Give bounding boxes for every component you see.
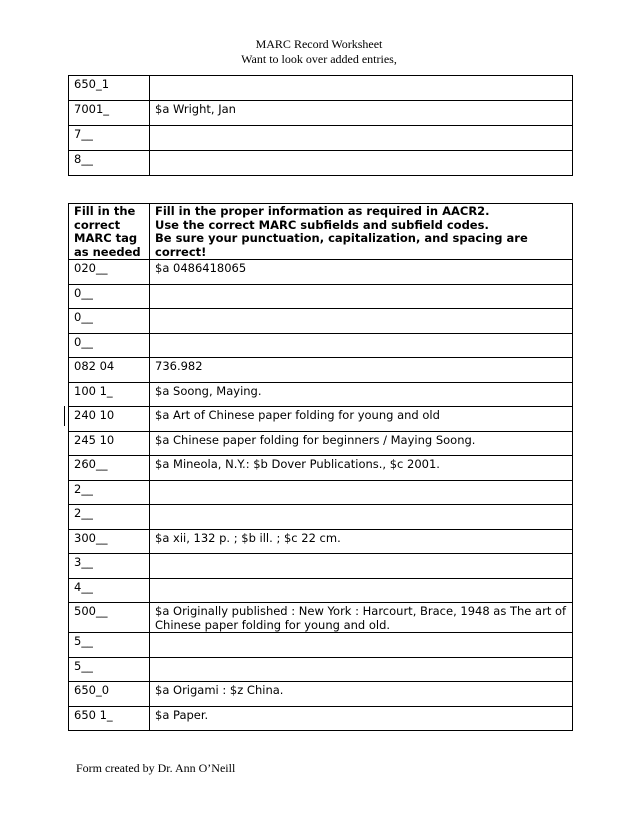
marc-value-cell[interactable] <box>150 657 573 682</box>
marc-tag-cell[interactable]: 650_0 <box>69 682 150 707</box>
table-row <box>69 505 573 530</box>
marc-record-table <box>68 203 573 731</box>
table-row <box>69 603 573 633</box>
marc-value-cell[interactable]: $a Chinese paper folding for beginners / Maying Soong. <box>150 431 573 456</box>
table-row <box>69 260 573 285</box>
marc-value-cell[interactable] <box>150 76 573 101</box>
marc-tag-cell[interactable]: 4__ <box>69 578 150 603</box>
marc-value-cell[interactable]: $a 0486418065 <box>150 260 573 285</box>
marc-value-cell[interactable] <box>150 126 573 151</box>
marc-value-cell[interactable]: $a xii, 132 p. ; $b ill. ; $c 22 cm. <box>150 529 573 554</box>
table-row <box>69 682 573 707</box>
marc-tag-cell[interactable]: 5__ <box>69 633 150 658</box>
marc-value-cell[interactable] <box>150 333 573 358</box>
header-line: Fill in the <box>74 204 136 218</box>
instructions-column-header <box>150 204 573 260</box>
marc-value-cell[interactable] <box>150 284 573 309</box>
header-line: as needed <box>74 244 141 259</box>
marc-tag-cell[interactable]: 7001_ <box>69 101 150 126</box>
marc-tag-cell[interactable]: 020__ <box>69 260 150 285</box>
marc-tag-cell[interactable]: 2__ <box>69 480 150 505</box>
marc-value-cell[interactable] <box>150 578 573 603</box>
marc-value-cell[interactable]: $a Paper. <box>150 706 573 731</box>
table-row <box>69 151 573 176</box>
form-credit: Form created by Dr. Ann O’Neill <box>76 761 236 775</box>
table-row <box>69 578 573 603</box>
marc-value-cell[interactable] <box>150 480 573 505</box>
marc-tag-cell[interactable]: 260__ <box>69 456 150 481</box>
table-row <box>69 358 573 383</box>
header-line: correct <box>74 217 121 232</box>
instruction-line: Be sure your punctuation, capitalization, and spacing are <box>155 231 528 245</box>
table-row <box>69 76 573 101</box>
marc-value-cell[interactable]: $a Art of Chinese paper folding for young and old <box>150 407 573 432</box>
table-row <box>69 333 573 358</box>
table-row <box>69 126 573 151</box>
marc-value-cell[interactable]: $a Soong, Maying. <box>150 382 573 407</box>
table-row <box>69 309 573 334</box>
marc-value-cell[interactable] <box>150 151 573 176</box>
tag-column-header <box>69 204 150 260</box>
table-row <box>69 382 573 407</box>
added-entries-table <box>68 75 573 176</box>
worksheet-header <box>0 37 638 67</box>
marc-tag-cell[interactable]: 082 04 <box>69 358 150 383</box>
marc-tag-cell[interactable]: 240 10 <box>69 407 150 432</box>
marc-value-cell[interactable] <box>150 554 573 579</box>
marc-tag-cell[interactable]: 0__ <box>69 333 150 358</box>
marc-value-cell[interactable]: $a Origami : $z China. <box>150 682 573 707</box>
table-row <box>69 706 573 731</box>
table-row <box>69 101 573 126</box>
marc-tag-cell[interactable]: 100 1_ <box>69 382 150 407</box>
marc-tag-cell[interactable]: 2__ <box>69 505 150 530</box>
marc-tag-cell[interactable]: 7__ <box>69 126 150 151</box>
marc-tag-cell[interactable]: 8__ <box>69 151 150 176</box>
marc-tag-cell[interactable]: 3__ <box>69 554 150 579</box>
instruction-line: correct! <box>155 244 207 259</box>
marc-tag-cell[interactable]: 0__ <box>69 284 150 309</box>
change-bar-mark <box>64 406 65 426</box>
marc-tag-cell[interactable]: 245 10 <box>69 431 150 456</box>
marc-value-cell[interactable]: $a Wright, Jan <box>150 101 573 126</box>
table-row <box>69 456 573 481</box>
table-header-row <box>69 204 573 260</box>
table-row <box>69 431 573 456</box>
marc-value-cell[interactable] <box>150 309 573 334</box>
marc-value-cell[interactable]: 736.982 <box>150 358 573 383</box>
marc-tag-cell[interactable]: 650 1_ <box>69 706 150 731</box>
marc-value-cell[interactable]: $a Mineola, N.Y.: $b Dover Publications., $c 2001. <box>150 456 573 481</box>
header-line: MARC tag <box>74 231 138 245</box>
instruction-line: Fill in the proper information as required in AACR2. <box>155 204 490 218</box>
table-row <box>69 480 573 505</box>
table-row <box>69 284 573 309</box>
marc-tag-cell[interactable]: 500__ <box>69 603 150 633</box>
table-row <box>69 529 573 554</box>
marc-value-cell[interactable] <box>150 505 573 530</box>
table-row <box>69 554 573 579</box>
marc-tag-cell[interactable]: 300__ <box>69 529 150 554</box>
worksheet-title: MARC Record Worksheet <box>255 37 383 51</box>
marc-tag-cell[interactable]: 650_1 <box>69 76 150 101</box>
marc-value-cell[interactable]: $a Originally published : New York : Harcourt, Brace, 1948 as The art of Chinese paper folding for young and old. <box>150 603 573 633</box>
table-row <box>69 407 573 432</box>
marc-value-cell[interactable] <box>150 633 573 658</box>
marc-tag-cell[interactable]: 0__ <box>69 309 150 334</box>
table-row <box>69 633 573 658</box>
instruction-line: Use the correct MARC subfields and subfield codes. <box>155 217 489 232</box>
worksheet-subtitle: Want to look over added entries, <box>241 52 397 66</box>
marc-tag-cell[interactable]: 5__ <box>69 657 150 682</box>
table-row <box>69 657 573 682</box>
